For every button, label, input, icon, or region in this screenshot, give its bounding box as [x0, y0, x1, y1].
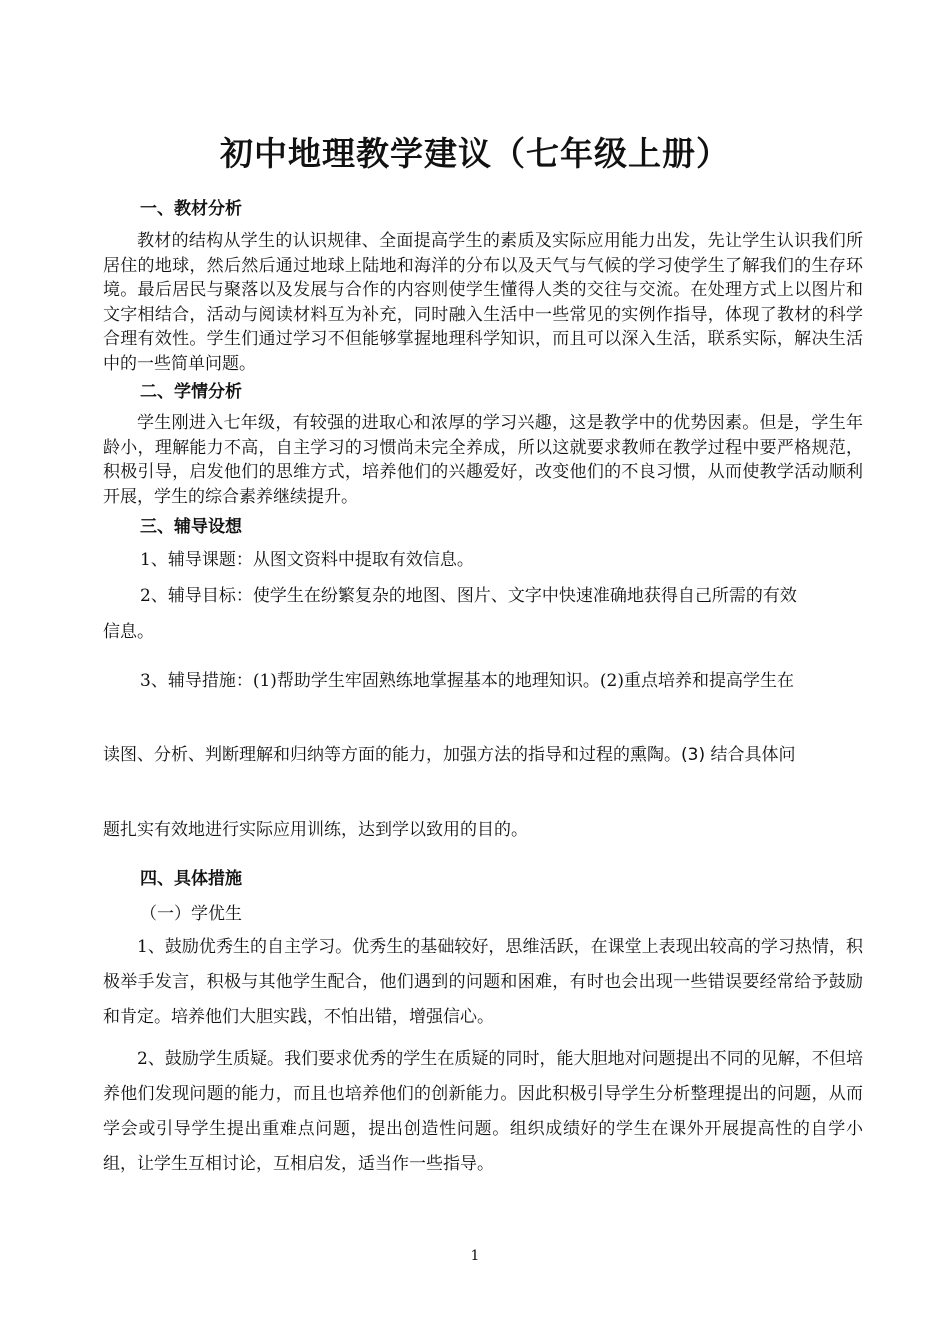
section-heading-textbook-analysis: 一、教材分析 — [140, 199, 242, 219]
tutoring-measures-sans-part: 重点培养和提高学生在 — [623, 671, 794, 691]
tutoring-goal-line2: 信息。 — [103, 622, 154, 642]
tutoring-goal-line1: 2、辅导目标：使学生在纷繁复杂的地图、图片、文字中快速准确地获得自己所需的有效 — [140, 586, 797, 606]
page-number: 1 — [470, 1248, 480, 1264]
tutoring-measures-serif-part: 3、辅导措施：(1)帮助学生牢固熟练地掌握基本的地理知识。(2) — [140, 671, 624, 691]
tutoring-measures-line2: 读图、分析、判断理解和归纳等方面的能力，加强方法的指导和过程的熏陶。(3) 结合具体问 — [103, 745, 796, 765]
tutoring-measures-line1 — [140, 666, 900, 691]
section-heading-specific-measures: 四、具体措施 — [140, 869, 242, 889]
measure-paragraph-1: 1、鼓励优秀生的自主学习。优秀生的基础较好，思维活跃，在课堂上表现出较高的学习热情，积极举手发言，积极与其他学生配合，他们遇到的问题和困难，有时也会出现一些错误要经常给予鼓励和肯定。培养他们大胆实践，不怕出错，增强信心。 — [103, 937, 863, 1027]
tutoring-measures-line3: 题扎实有效地进行实际应用训练，达到学以致用的目的。 — [103, 820, 528, 840]
section-body-student-analysis: 学生刚进入七年级，有较强的进取心和浓厚的学习兴趣，这是教学中的优势因素。但是，学生年龄小，理解能力不高，自主学习的习惯尚未完全养成，所以这就要求教师在教学过程中要严格规范，积极引导，启发他们的思维方式，培养他们的兴趣爱好，改变他们的不良习惯，从而使教学活动顺利开展，学生的综合素养继续提升。 — [103, 413, 863, 507]
measure-paragraph-2: 2、鼓励学生质疑。我们要求优秀的学生在质疑的同时，能大胆地对问题提出不同的见解，不但培养他们发现问题的能力，而且也培养他们的创新能力。因此积极引导学生分析整理提出的问题，从而学会或引导学生提出重难点问题，提出创造性问题。组织成绩好的学生在课外开展提高性的自学小组，让学生互相讨论，互相启发，适当作一些指导。 — [103, 1049, 863, 1174]
document-title: 初中地理教学建议（七年级上册） — [220, 134, 730, 173]
section-heading-tutoring-plan: 三、辅导设想 — [140, 517, 242, 537]
section-heading-student-analysis: 二、学情分析 — [140, 382, 242, 402]
tutoring-topic: 1、辅导课题：从图文资料中提取有效信息。 — [140, 550, 474, 570]
subheading-top-students: （一）学优生 — [140, 904, 242, 924]
section-body-textbook-analysis: 教材的结构从学生的认识规律、全面提高学生的素质及实际应用能力出发，先让学生认识我们所居住的地球，然后然后通过地球上陆地和海洋的分布以及天气与气候的学习使学生了解我们的生存环境。最后居民与聚落以及发展与合作的内容则使学生懂得人类的交往与交流。在处理方式上以图片和文字相结合，活动与阅读材料互为补充，同时融入生活中一些常见的实例作指导，体现了教材的科学合理有效性。学生们通过学习不但能够掌握地理科学知识，而且可以深入生活，联系实际，解决生活中的一些简单问题。 — [103, 231, 863, 374]
